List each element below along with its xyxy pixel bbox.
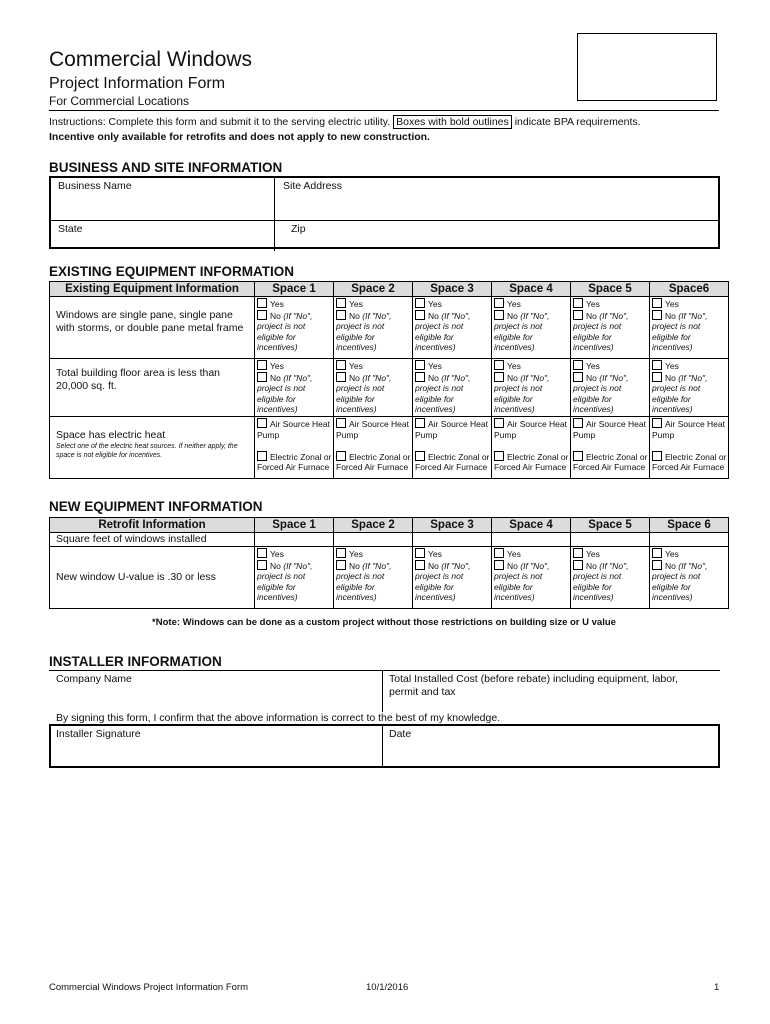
logo-box [577, 33, 717, 101]
heat-source-cell[interactable]: Air Source Heat Pump Electric Zonal or Forced Air Furnace [334, 417, 413, 479]
confirm-text: By signing this form, I confirm that the above information is correct to the best of my knowledge. [56, 712, 501, 724]
footer-title: Commercial Windows Project Information Form [49, 982, 249, 993]
instructions-part1: Instructions: Complete this form and submit it to the serving electric utility. [49, 116, 391, 128]
page-title: Commercial Windows [49, 48, 253, 71]
total-cost-label: Total Installed Cost (before rebate) including equipment, labor, permit and tax [389, 673, 678, 698]
site-address-label: Site Address [283, 180, 342, 192]
existing-row-windows [50, 297, 729, 359]
retrofit-col-header: Retrofit Information [50, 518, 255, 533]
yes-no-cell[interactable]: Yes No (If "No", project is not eligible for incentives) [492, 359, 571, 417]
new-space-5: Space 5 [571, 518, 650, 533]
air-source-checkbox[interactable] [415, 418, 425, 428]
yes-no-cell[interactable]: Yes No (If "No", project is not eligible for incentives) [334, 359, 413, 417]
yes-no-cell[interactable]: Yes No (If "No", project is not eligible for incentives) [255, 359, 334, 417]
business-name-field[interactable] [51, 178, 451, 179]
yes-no-cell[interactable]: Yes No (If "No", project is not eligible for incentives) [413, 359, 492, 417]
no-checkbox[interactable] [652, 372, 662, 382]
yes-checkbox[interactable] [415, 298, 425, 308]
row-heat-label-cell [50, 417, 255, 479]
row-floor-area-label: Total building floor area is less than 20,000 sq. ft. [50, 359, 255, 417]
yes-checkbox[interactable] [257, 360, 267, 370]
sqft-input[interactable] [334, 533, 413, 547]
existing-col-header: Existing Equipment Information [50, 282, 255, 297]
no-checkbox[interactable] [494, 310, 504, 320]
air-source-checkbox[interactable] [652, 418, 662, 428]
existing-space-6: Space6 [650, 282, 729, 297]
existing-row-heat [50, 417, 729, 479]
yes-no-cell[interactable]: Yes No (If "No", project is not eligible for incentives) [413, 297, 492, 359]
yes-no-cell[interactable]: Yes No (If "No", project is not eligible for incentives) [650, 547, 729, 609]
yes-no-cell[interactable]: Yes No (If "No", project is not eligible for incentives) [334, 297, 413, 359]
sqft-input[interactable] [413, 533, 492, 547]
heat-source-cell[interactable]: Air Source Heat Pump Electric Zonal or Forced Air Furnace [255, 417, 334, 479]
existing-space-2: Space 2 [334, 282, 413, 297]
existing-table [49, 281, 729, 479]
yes-checkbox[interactable] [336, 360, 346, 370]
air-source-checkbox[interactable] [257, 418, 267, 428]
yes-checkbox[interactable] [494, 360, 504, 370]
existing-row-floor-area [50, 359, 729, 417]
yes-checkbox[interactable] [652, 360, 662, 370]
business-section [49, 176, 720, 249]
company-name-label: Company Name [56, 673, 132, 685]
existing-space-3: Space 3 [413, 282, 492, 297]
instructions-part2: indicate BPA requirements. [514, 116, 641, 128]
yes-no-cell[interactable]: Yes No (If "No", project is not eligible for incentives) [255, 297, 334, 359]
yes-no-cell[interactable]: Yes No (If "No", project is not eligible for incentives) [650, 359, 729, 417]
yes-checkbox[interactable] [336, 548, 346, 558]
footer-date: 10/1/2016 [366, 982, 409, 993]
page-subtitle: Project Information Form [49, 75, 226, 92]
yes-no-cell[interactable]: Yes No (If "No", project is not eligible for incentives) [492, 297, 571, 359]
yes-no-cell[interactable]: Yes No (If "No", project is not eligible for incentives) [571, 359, 650, 417]
yes-no-cell[interactable]: Yes No (If "No", project is not eligible for incentives) [255, 547, 334, 609]
electric-zonal-checkbox[interactable] [573, 451, 583, 461]
electric-zonal-checkbox[interactable] [257, 451, 267, 461]
state-label: State [58, 223, 83, 235]
page-subtitle-2: For Commercial Locations [49, 94, 190, 108]
instructions-outlined: Boxes with bold outlines [393, 115, 512, 129]
no-checkbox[interactable] [336, 310, 346, 320]
page-number: 1 [714, 982, 720, 993]
yes-checkbox[interactable] [494, 548, 504, 558]
yes-checkbox[interactable] [652, 298, 662, 308]
no-checkbox[interactable] [652, 310, 662, 320]
existing-heading: EXISTING EQUIPMENT INFORMATION [49, 264, 295, 279]
heat-source-cell[interactable]: Air Source Heat Pump Electric Zonal or Forced Air Furnace [650, 417, 729, 479]
yes-checkbox[interactable] [415, 360, 425, 370]
sqft-input[interactable] [492, 533, 571, 547]
row-heat-note: Select one of the electric heat sources. If neither apply, the space is not eligible for incentives. [56, 443, 238, 459]
yes-checkbox[interactable] [415, 548, 425, 558]
yes-no-cell[interactable]: Yes No (If "No", project is not eligible for incentives) [571, 297, 650, 359]
new-equipment-table [49, 517, 729, 609]
custom-project-note: *Note: Windows can be done as a custom project without those restrictions on building size or U value [152, 617, 616, 628]
new-space-6: Space 6 [650, 518, 729, 533]
yes-no-cell[interactable]: Yes No (If "No", project is not eligible for incentives) [334, 547, 413, 609]
yes-checkbox[interactable] [336, 298, 346, 308]
no-checkbox[interactable] [257, 560, 267, 570]
zip-label: Zip [291, 223, 306, 235]
new-equipment-heading: NEW EQUIPMENT INFORMATION [49, 499, 263, 514]
business-heading: BUSINESS AND SITE INFORMATION [49, 160, 283, 175]
yes-checkbox[interactable] [573, 298, 583, 308]
no-checkbox[interactable] [573, 560, 583, 570]
yes-no-cell[interactable]: Yes No (If "No", project is not eligible for incentives) [492, 547, 571, 609]
installer-signature-label: Installer Signature [56, 728, 141, 740]
no-checkbox[interactable] [494, 372, 504, 382]
installer-divider-1 [382, 670, 383, 712]
existing-space-1: Space 1 [255, 282, 334, 297]
existing-space-4: Space 4 [492, 282, 571, 297]
air-source-checkbox[interactable] [573, 418, 583, 428]
no-checkbox[interactable] [415, 560, 425, 570]
yes-checkbox[interactable] [573, 360, 583, 370]
electric-zonal-checkbox[interactable] [415, 451, 425, 461]
business-hline [51, 220, 718, 221]
no-checkbox[interactable] [336, 560, 346, 570]
no-checkbox[interactable] [257, 310, 267, 320]
business-divider [274, 178, 275, 251]
air-source-checkbox[interactable] [336, 418, 346, 428]
air-source-checkbox[interactable] [494, 418, 504, 428]
signature-box[interactable] [49, 724, 720, 768]
no-checkbox[interactable] [415, 310, 425, 320]
new-space-4: Space 4 [492, 518, 571, 533]
row-sqft-label: Square feet of windows installed [50, 533, 255, 547]
heat-source-cell[interactable]: Air Source Heat Pump Electric Zonal or Forced Air Furnace [492, 417, 571, 479]
no-checkbox[interactable] [415, 372, 425, 382]
existing-space-5: Space 5 [571, 282, 650, 297]
no-checkbox[interactable] [336, 372, 346, 382]
header-rule [49, 110, 719, 111]
yes-no-cell[interactable]: Yes No (If "No", project is not eligible for incentives) [571, 547, 650, 609]
sqft-input[interactable] [571, 533, 650, 547]
new-row-sqft [50, 533, 729, 547]
electric-zonal-checkbox[interactable] [494, 451, 504, 461]
new-space-1: Space 1 [255, 518, 334, 533]
electric-zonal-checkbox[interactable] [336, 451, 346, 461]
no-checkbox[interactable] [573, 372, 583, 382]
date-label: Date [389, 728, 412, 740]
sqft-input[interactable] [255, 533, 334, 547]
yes-checkbox[interactable] [257, 298, 267, 308]
instructions [49, 115, 749, 145]
new-space-3: Space 3 [413, 518, 492, 533]
yes-no-cell[interactable]: Yes No (If "No", project is not eligible for incentives) [413, 547, 492, 609]
signature-divider [382, 726, 383, 766]
row-heat-label: Space has electric heat [56, 429, 166, 441]
electric-zonal-checkbox[interactable] [652, 451, 662, 461]
no-checkbox[interactable] [494, 560, 504, 570]
heat-source-cell[interactable]: Air Source Heat Pump Electric Zonal or Forced Air Furnace [571, 417, 650, 479]
no-checkbox[interactable] [573, 310, 583, 320]
no-checkbox[interactable] [257, 372, 267, 382]
yes-checkbox[interactable] [573, 548, 583, 558]
yes-checkbox[interactable] [257, 548, 267, 558]
new-space-2: Space 2 [334, 518, 413, 533]
row-uvalue-label: New window U-value is .30 or less [50, 547, 255, 609]
instructions-line2: Incentive only available for retrofits and does not apply to new construction. [49, 131, 430, 143]
installer-heading: INSTALLER INFORMATION [49, 654, 222, 669]
business-name-label: Business Name [58, 180, 132, 192]
yes-checkbox[interactable] [494, 298, 504, 308]
heat-source-cell[interactable]: Air Source Heat Pump Electric Zonal or Forced Air Furnace [413, 417, 492, 479]
installer-top-rule [49, 670, 720, 671]
sqft-input[interactable] [650, 533, 729, 547]
new-row-uvalue [50, 547, 729, 609]
yes-checkbox[interactable] [652, 548, 662, 558]
row-windows-label: Windows are single pane, single pane with storms, or double pane metal frame [50, 297, 255, 359]
yes-no-cell[interactable]: Yes No (If "No", project is not eligible for incentives) [650, 297, 729, 359]
no-checkbox[interactable] [652, 560, 662, 570]
